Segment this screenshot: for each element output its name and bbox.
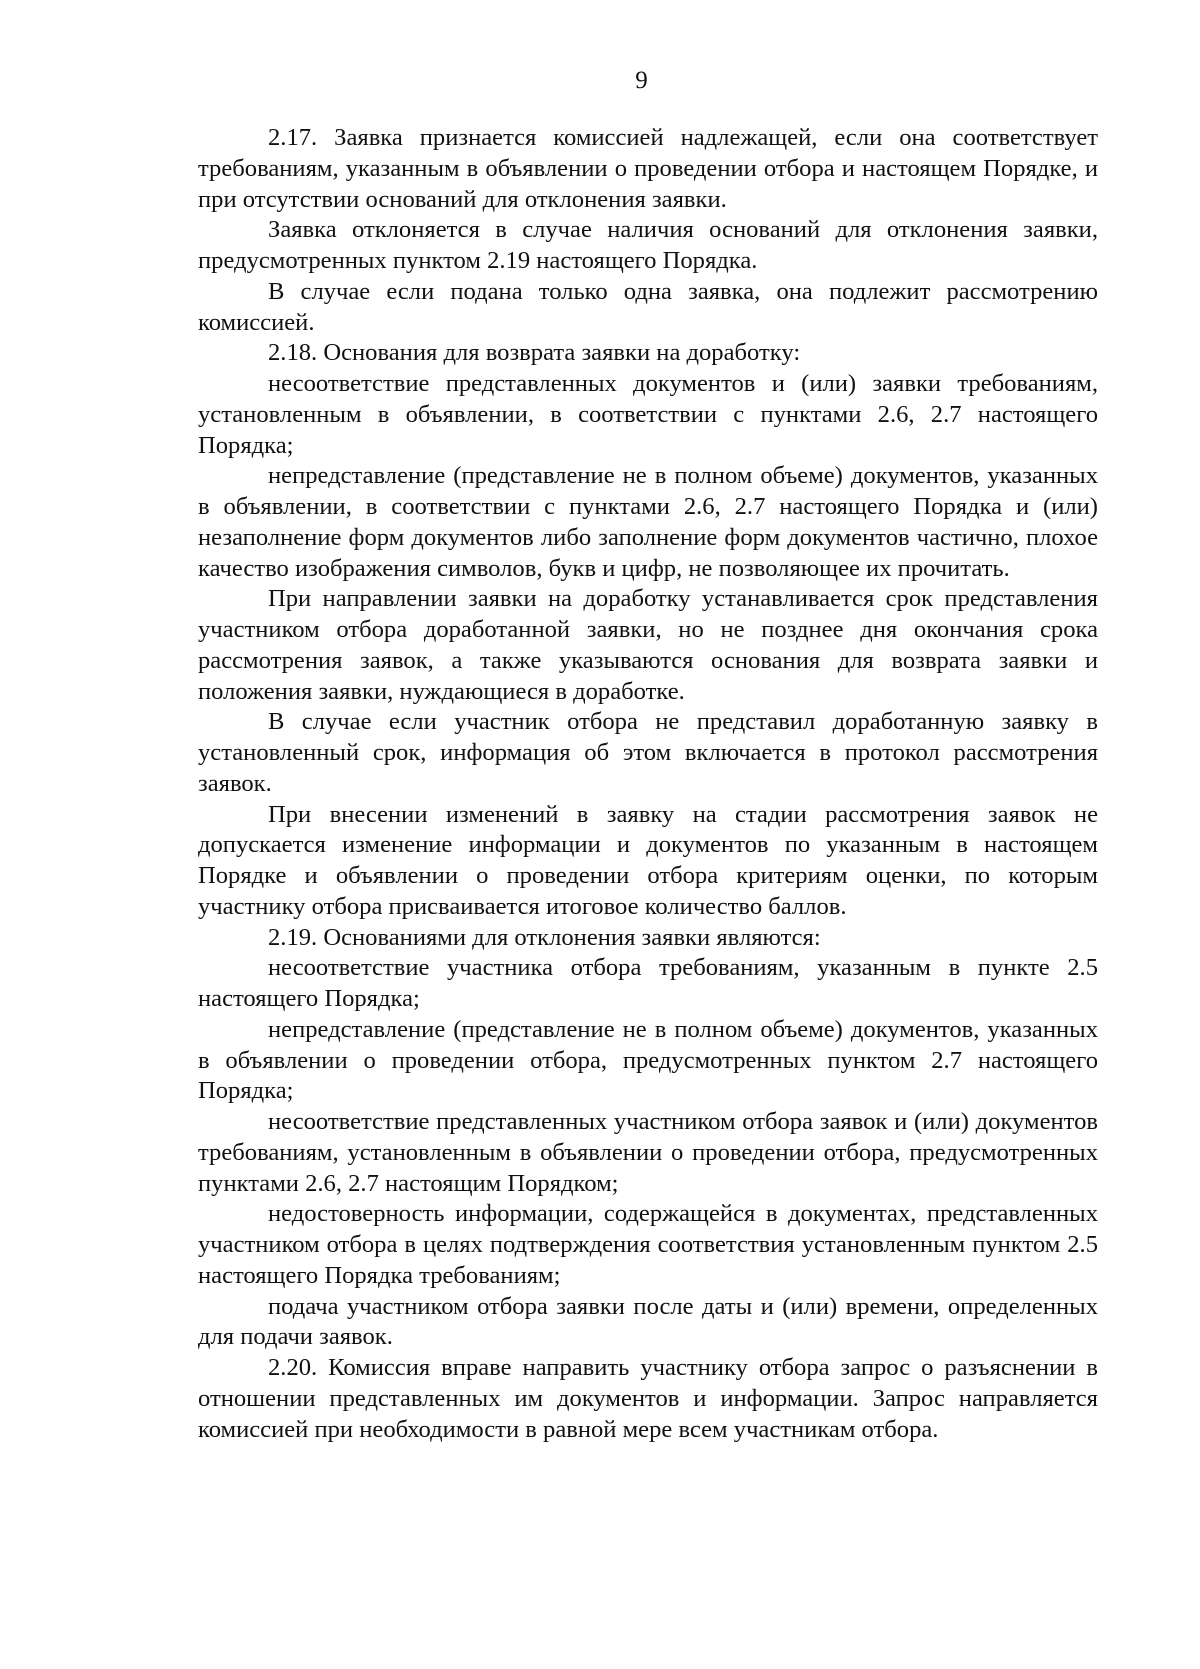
paragraph-rejection-note: Заявка отклоняется в случае наличия оснований для отклонения заявки, предусмотренных пунктом 2.19 настоящего Порядка. xyxy=(198,216,1098,274)
page-number: 9 xyxy=(635,67,648,94)
paragraph-2-20: 2.20. Комиссия вправе направить участнику отбора запрос о разъяснении в отношении представленных им документов и информации. Запрос направляется комиссией при необходимости в равной мере всем участникам отбора. xyxy=(198,1354,1098,1443)
document-body xyxy=(198,123,1098,1445)
paragraph-2-17: 2.17. Заявка признается комиссией надлежащей, если она соответствует требованиям, указанным в объявлении о проведении отбора и настоящем Порядке, и при отсутствии оснований для отклонения заявки. xyxy=(198,124,1098,213)
paragraph-2-19-item-4: недостоверность информации, содержащейся в документах, представленных участником отбора в целях подтверждения соответствия установленным пунктом 2.5 настоящего Порядка требованиям; xyxy=(198,1200,1098,1289)
paragraph-2-19: 2.19. Основаниями для отклонения заявки являются: xyxy=(268,923,821,951)
paragraph-revision-changes: При внесении изменений в заявку на стадии рассмотрения заявок не допускается изменение информации и документов по указанным в настоящем Порядке и объявлении о проведении отбора критериям оценки, по которым участнику отбора присваивается итоговое количество баллов. xyxy=(198,800,1098,920)
paragraph-revision-missed: В случае если участник отбора не представил доработанную заявку в установленный срок, информация об этом включается в протокол рассмотрения заявок. xyxy=(198,708,1098,797)
paragraph-2-19-item-3: несоответствие представленных участником отбора заявок и (или) документов требованиям, установленным в объявлении о проведении отбора, предусмотренных пунктами 2.6, 2.7 настоящим Порядком; xyxy=(198,1108,1098,1197)
paragraph-2-18: 2.18. Основания для возврата заявки на доработку: xyxy=(268,339,801,367)
paragraph-2-19-item-2: непредставление (представление не в полном объеме) документов, указанных в объявлении о проведении отбора, предусмотренных пунктом 2.7 настоящего Порядка; xyxy=(198,1015,1098,1105)
paragraph-2-18-item-1: несоответствие представленных документов и (или) заявки требованиям, установленным в объявлении, в соответствии с пунктами 2.6, 2.7 настоящего Порядка; xyxy=(198,370,1098,459)
paragraph-2-18-item-2: непредставление (представление не в полном объеме) документов, указанных в объявлении, в соответствии с пунктами 2.6, 2.7 настоящего Порядка и (или) незаполнение форм документов либо заполнение форм документов частично, плохое качество изображения символов, букв и цифр, не позволяющее их прочитать. xyxy=(198,462,1098,582)
paragraph-2-19-item-1: несоответствие участника отбора требованиям, указанным в пункте 2.5 настоящего Порядка; xyxy=(198,954,1098,1012)
paragraph-revision-deadline: При направлении заявки на доработку устанавливается срок представления участником отбора доработанной заявки, но не позднее дня окончания срока рассмотрения заявок, а также указываются основания для возврата заявки и положения заявки, нуждающиеся в доработке. xyxy=(198,585,1098,705)
paragraph-2-19-item-5: подача участником отбора заявки после даты и (или) времени, определенных для подачи заявок. xyxy=(198,1292,1098,1351)
paragraph-single-application: В случае если подана только одна заявка, она подлежит рассмотрению комиссией. xyxy=(198,277,1098,336)
